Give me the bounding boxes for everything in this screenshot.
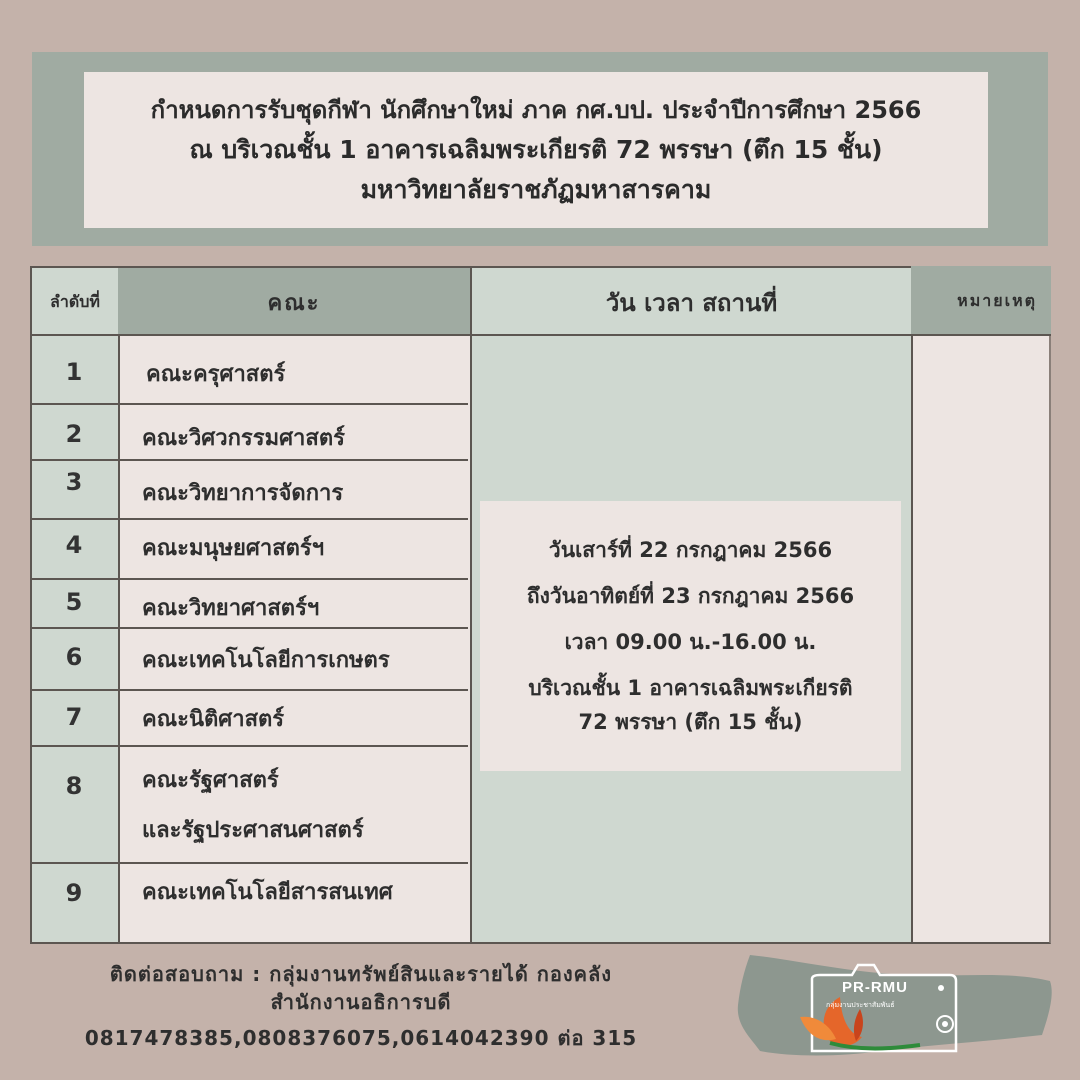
header-note: หมายเหตุ: [911, 266, 1051, 336]
header-schedule: วัน เวลา สถานที่: [470, 266, 911, 336]
faculty-name: คณะมนุษยศาสตร์ฯ: [142, 536, 325, 561]
schedule-table: [30, 266, 1051, 944]
row-divider: [32, 578, 468, 580]
contact-info: [36, 960, 686, 1052]
faculty-name: คณะวิทยาการจัดการ: [142, 481, 344, 506]
row-number: 8: [65, 772, 83, 800]
title-line-3: มหาวิทยาลัยราชภัฏมหาสารคาม: [360, 175, 712, 204]
row-number: 4: [65, 531, 83, 559]
row-number: 5: [65, 588, 83, 616]
row-divider: [32, 403, 468, 405]
row-divider: [32, 459, 468, 461]
title-panel: [32, 52, 1048, 246]
faculty-name: คณะนิติศาสตร์: [142, 707, 285, 732]
title-card: [84, 72, 988, 228]
row-number: 1: [65, 358, 83, 386]
faculty-name: คณะรัฐศาสตร์: [142, 768, 279, 793]
logo-subtitle: กลุ่มงานประชาสัมพันธ์: [826, 1001, 895, 1009]
pr-rmu-logo: [730, 945, 1060, 1075]
title-line-1: กำหนดการรับชุดกีฬา นักศึกษาใหม่ ภาค กศ.บป. ประจำปีการศึกษา 2566: [150, 96, 922, 124]
row-number: 2: [65, 420, 83, 448]
brush-stroke-icon: [730, 945, 1060, 1075]
row-divider: [32, 689, 468, 691]
row-divider: [32, 627, 468, 629]
row-divider: [32, 518, 468, 520]
schedule-card: [480, 501, 901, 771]
contact-phones: 0817478385,0808376075,0614042390 ต่อ 315: [84, 1026, 638, 1050]
row-divider: [32, 745, 468, 747]
faculty-name: คณะวิศวกรรมศาสตร์: [142, 426, 345, 451]
header-faculty: คณะ: [118, 266, 470, 336]
faculty-name: คณะวิทยาศาสตร์ฯ: [142, 596, 320, 621]
logo-name: PR-RMU: [842, 979, 908, 996]
contact-line-1: ติดต่อสอบถาม : กลุ่มงานทรัพย์สินและรายได้ กองคลัง: [109, 962, 613, 986]
header-no: ลำดับที่: [30, 266, 118, 336]
row-number: 3: [65, 468, 83, 496]
contact-line-2: สำนักงานอธิการบดี: [270, 990, 452, 1014]
schedule-date-end: ถึงวันอาทิตย์ที่ 23 กรกฎาคม 2566: [526, 584, 855, 608]
row-divider: [32, 862, 468, 864]
faculty-name: คณะเทคโนโลยีการเกษตร: [142, 648, 390, 673]
schedule-place-1: บริเวณชั้น 1 อาคารเฉลิมพระเกียรติ: [528, 676, 853, 700]
note-column: [911, 336, 1051, 944]
title-line-2: ณ บริเวณชั้น 1 อาคารเฉลิมพระเกียรติ 72 พรรษา (ตึก 15 ชั้น): [189, 135, 883, 164]
faculty-name: คณะเทคโนโลยีสารสนเทศ: [142, 880, 393, 905]
header-divider: [30, 334, 1051, 336]
faculty-name-line2: และรัฐประศาสนศาสตร์: [142, 818, 364, 843]
schedule-place-2: 72 พรรษา (ตึก 15 ชั้น): [578, 710, 803, 734]
schedule-time: เวลา 09.00 น.-16.00 น.: [564, 630, 817, 654]
schedule-date-start: วันเสาร์ที่ 22 กรกฎาคม 2566: [548, 538, 833, 562]
row-number: 6: [65, 643, 83, 671]
faculty-name: คณะครุศาสตร์: [146, 362, 286, 387]
row-number: 7: [65, 703, 83, 731]
row-number: 9: [65, 879, 83, 907]
